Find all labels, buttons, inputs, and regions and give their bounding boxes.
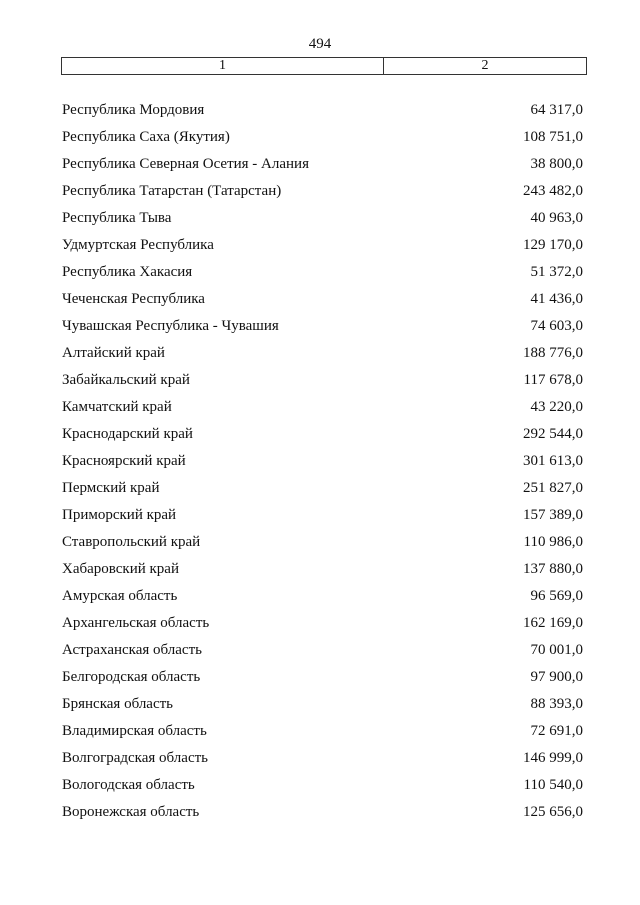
table-row — [0, 154, 640, 181]
region-name: Вологодская область — [62, 777, 195, 793]
region-name: Воронежская область — [62, 804, 200, 820]
region-name: Владимирская область — [62, 723, 207, 739]
page-number: 494 — [308, 36, 332, 52]
table-row — [0, 478, 640, 505]
table-row — [0, 505, 640, 532]
region-amount: 40 963,0 — [530, 210, 583, 226]
region-amount: 117 678,0 — [523, 372, 583, 388]
region-amount: 110 540,0 — [523, 777, 583, 793]
column-header-2: 2 — [481, 58, 489, 73]
region-name: Ставропольский край — [62, 534, 201, 550]
table-row — [0, 208, 640, 235]
region-name: Астраханская область — [62, 642, 202, 658]
region-amount: 72 691,0 — [530, 723, 583, 739]
table-row — [0, 262, 640, 289]
region-amount: 64 317,0 — [530, 102, 583, 118]
region-name: Забайкальский край — [62, 372, 190, 388]
column-header-1: 1 — [62, 58, 384, 74]
region-amount: 97 900,0 — [530, 669, 583, 685]
table-row — [0, 451, 640, 478]
region-name: Хабаровский край — [62, 561, 179, 577]
region-amount: 88 393,0 — [530, 696, 583, 712]
region-name: Камчатский край — [62, 399, 172, 415]
region-amount: 96 569,0 — [530, 588, 583, 604]
region-name: Пермский край — [62, 480, 160, 496]
table-row — [0, 289, 640, 316]
table-row — [0, 748, 640, 775]
table-row — [0, 667, 640, 694]
region-name: Чувашская Республика - Чувашия — [62, 318, 279, 334]
region-amount: 292 544,0 — [523, 426, 583, 442]
table-row — [0, 613, 640, 640]
table-row — [0, 235, 640, 262]
region-amount: 137 880,0 — [523, 561, 583, 577]
region-amount: 110 986,0 — [523, 534, 583, 550]
table-row — [0, 343, 640, 370]
region-name: Белгородская область — [62, 669, 201, 685]
region-amount: 162 169,0 — [523, 615, 583, 631]
region-amount: 157 389,0 — [523, 507, 583, 523]
table-body — [0, 100, 640, 829]
region-name: Республика Северная Осетия - Алания — [62, 156, 309, 172]
table-header — [61, 57, 587, 75]
region-amount: 243 482,0 — [523, 183, 583, 199]
table-row — [0, 370, 640, 397]
region-name: Амурская область — [62, 588, 178, 604]
region-amount: 125 656,0 — [523, 804, 583, 820]
region-name: Архангельская область — [62, 615, 210, 631]
table-row — [0, 424, 640, 451]
region-name: Краснодарский край — [62, 426, 193, 442]
table-row — [0, 802, 640, 829]
region-amount: 70 001,0 — [530, 642, 583, 658]
region-name: Приморский край — [62, 507, 177, 523]
region-name: Волгоградская область — [62, 750, 208, 766]
region-amount: 43 220,0 — [530, 399, 583, 415]
region-name: Республика Тыва — [62, 210, 172, 226]
region-name: Республика Татарстан (Татарстан) — [62, 183, 282, 199]
region-amount: 146 999,0 — [523, 750, 583, 766]
region-amount: 74 603,0 — [530, 318, 583, 334]
region-name: Удмуртская Республика — [62, 237, 214, 253]
region-amount: 51 372,0 — [530, 264, 583, 280]
table-row — [0, 532, 640, 559]
table-row — [0, 181, 640, 208]
table-row — [0, 559, 640, 586]
region-amount: 301 613,0 — [523, 453, 583, 469]
region-amount: 129 170,0 — [523, 237, 583, 253]
region-amount: 38 800,0 — [530, 156, 583, 172]
region-name: Чеченская Республика — [62, 291, 205, 307]
region-amount: 188 776,0 — [523, 345, 583, 361]
table-row — [0, 316, 640, 343]
table-row — [0, 775, 640, 802]
region-name: Брянская область — [62, 696, 174, 712]
region-amount: 251 827,0 — [523, 480, 583, 496]
region-amount: 108 751,0 — [523, 129, 583, 145]
table-row — [0, 586, 640, 613]
table-row — [0, 127, 640, 154]
table-row — [0, 397, 640, 424]
region-name: Красноярский край — [62, 453, 186, 469]
region-name: Республика Мордовия — [62, 102, 205, 118]
table-row — [0, 100, 640, 127]
region-name: Республика Саха (Якутия) — [62, 129, 230, 145]
region-name: Алтайский край — [62, 345, 165, 361]
table-row — [0, 640, 640, 667]
table-row — [0, 694, 640, 721]
table-row — [0, 721, 640, 748]
region-name: Республика Хакасия — [62, 264, 193, 280]
region-amount: 41 436,0 — [530, 291, 583, 307]
